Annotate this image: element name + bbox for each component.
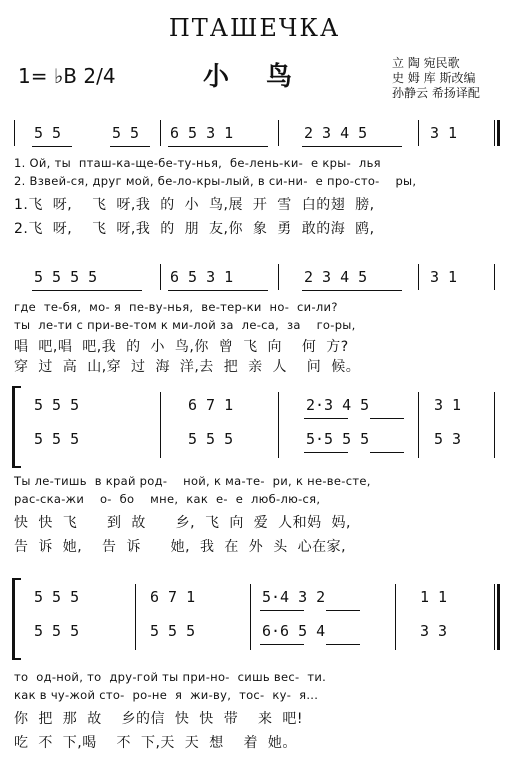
measure-lower: 5 5 5 <box>34 622 80 640</box>
title-chinese: 小 鸟 <box>202 62 307 92</box>
measure: 3 1 <box>430 124 458 142</box>
lyric-line: 穿 过 高 山,穿 过 海 洋,去 把 亲 人 问 候。 <box>14 359 361 375</box>
lyric-line: то од-ной, то дру-гой ты при-но- сишь вес- ти. <box>14 670 327 684</box>
credit-line: 孙静云 希扬译配 <box>392 86 480 100</box>
system-4 <box>0 578 509 756</box>
measure-upper: 3 1 <box>434 396 462 414</box>
lyric-line: 2. Взвей-ся, друг мой, бе-ло-кры-лый, в си-ни- е про-сто- ры, <box>14 174 417 188</box>
lyric-line: рас-ска-жи о- бо мне, как е- е люб-лю-ся, <box>14 492 321 506</box>
lyric-line: 告 诉 她, 告 诉 她, 我 在 外 头 心在家, <box>14 539 347 555</box>
measure-lower: 5 5 5 <box>188 430 234 448</box>
lyric-line: 2.飞 呀, 飞 呀,我 的 朋 友,你 象 勇 敢的海 鸥, <box>14 221 375 237</box>
lyric-line: где те-бя, мо- я пе-ву-нья, ве-тер-ки но- си-ли? <box>14 300 338 314</box>
measure-upper: 1 1 <box>420 588 448 606</box>
system-3 <box>0 386 509 556</box>
measure-lower: 5 5 5 <box>34 430 80 448</box>
measure: 2 3 4 5 <box>304 268 368 286</box>
measure: 2 3 4 5 <box>304 124 368 142</box>
measure-lower: 5·5 5 5 <box>306 430 370 448</box>
lyric-line: ты ле-ти с при-ве-том к ми-лой за ле-са, за го-ры, <box>14 318 356 332</box>
measure: 5 5 <box>34 124 62 142</box>
measure-upper: 5 5 5 <box>34 588 80 606</box>
lyric-line: как в чу-жой сто- ро-не я жи-ву, тос- ку- я... <box>14 688 319 702</box>
measure-lower: 5 3 <box>434 430 462 448</box>
measure: 6 5 3 1 <box>170 124 234 142</box>
measure-lower: 5 5 5 <box>150 622 196 640</box>
lyric-line: 吃 不 下,喝 不 下,天 天 想 着 她。 <box>14 735 297 751</box>
measure-upper: 5·4 3 2 <box>262 588 326 606</box>
credit-line: 立 陶 宛民歌 <box>392 56 460 70</box>
measure-upper: 6 7 1 <box>188 396 234 414</box>
measure-upper: 5 5 5 <box>34 396 80 414</box>
credits <box>392 56 480 101</box>
measure-lower: 6·6 5 4 <box>262 622 326 640</box>
lyric-line: 1. Ой, ты пташ-ка-ще-бе-ту-нья, бе-лень-ки- е кры- лья <box>14 156 381 170</box>
measure: 3 1 <box>430 268 458 286</box>
lyric-line: 你 把 那 故 乡的信 快 快 带 来 吧! <box>14 711 304 727</box>
title-russian: ПТАШЕЧКА <box>168 14 341 42</box>
lyric-line: 唱 吧,唱 吧,我 的 小 鸟,你 曾 飞 向 何 方? <box>14 339 349 355</box>
measure-upper: 6 7 1 <box>150 588 196 606</box>
measure: 6 5 3 1 <box>170 268 234 286</box>
lyric-line: 1.飞 呀, 飞 呀,我 的 小 鸟,展 开 雪 白的翅 膀, <box>14 197 375 213</box>
lyric-line: Ты ле-тишь в край род- ной, к ма-те- ри, к не-ве-сте, <box>14 474 371 488</box>
lyric-line: 快 快 飞 到 故 乡, 飞 向 爱 人和妈 妈, <box>14 515 352 531</box>
system-1 <box>0 112 509 252</box>
system-2 <box>0 256 509 376</box>
credit-line: 史 姆 库 斯改编 <box>392 71 476 85</box>
measure-upper: 2·3 4 5 <box>306 396 370 414</box>
measure: 5 5 5 5 <box>34 268 98 286</box>
measure-lower: 3 3 <box>420 622 448 640</box>
measure: 5 5 <box>112 124 140 142</box>
key-signature: 1= ♭B 2/4 <box>18 64 116 88</box>
